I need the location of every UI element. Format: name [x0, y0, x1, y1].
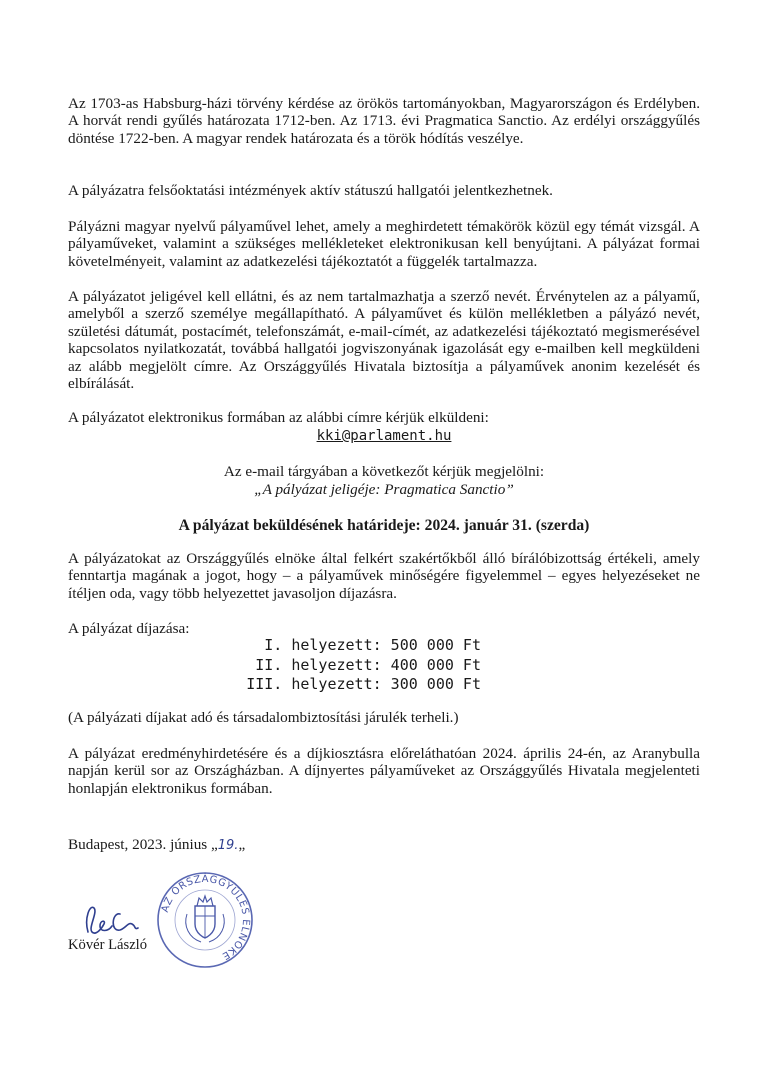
deadline-heading: A pályázat beküldésének határideje: 2024. január 31. (szerda)	[178, 517, 590, 534]
prize-third: III. helyezett: 300 000 Ft	[246, 675, 481, 693]
subject-line: „A pályázat jeligéje: Pragmatica Sanctio”	[254, 481, 514, 498]
signer-name: Kövér László	[68, 937, 148, 953]
date-prefix: Budapest, 2023. június „	[68, 836, 218, 853]
eligibility-paragraph: A pályázatra felsőoktatási intézmények aktív státuszú hallgatói jelentkezhetnek.	[68, 182, 553, 199]
date-suffix: „	[238, 836, 246, 853]
announcement-paragraph: A pályázat eredményhirdetésére és a díjkiosztásra előreláthatóan 2024. április 24-én, az Aranybulla napján kerül sor az Országházban. A díjnyertes pályaműveket az Országgyűlés Hivatala megjelenteti honlapján elektronikus formában.	[68, 745, 700, 797]
subject-intro: Az e-mail tárgyában a következőt kérjük megjelölni:	[223, 463, 545, 480]
tax-note: (A pályázati díjakat adó és társadalombiztosítási járulék terheli.)	[68, 709, 459, 726]
prize-second: II. helyezett: 400 000 Ft	[255, 655, 481, 674]
date-day-handwritten: 19.	[217, 838, 239, 853]
prize-first: I. helyezett: 500 000 Ft	[264, 636, 481, 654]
official-seal-image	[155, 870, 255, 970]
signature-image	[80, 898, 140, 940]
submission-intro: A pályázatot elektronikus formában az alábbi címre kérjük elküldeni:	[68, 409, 489, 426]
prize-list	[0, 636, 764, 695]
submission-email-link[interactable]: kki@parlament.hu	[316, 428, 452, 444]
prize-intro: A pályázat díjazása:	[68, 620, 190, 637]
rules-paragraph: Pályázni magyar nyelvű pályaművel lehet, amely a meghirdetett témakörök közül egy témát vizsgál. A pályaműveket, valamint a szükséges mellékleteket elektronikusan kell benyújtani. A pályázat formai követelményeit, valamint az adatkezelési tájékoztatót a függelék tartalmazza.	[68, 218, 700, 270]
place-date	[68, 836, 700, 854]
intro-paragraph: Az 1703-as Habsburg-házi törvény kérdése az örökös tartományokban, Magyarországon és Erdélyben. A horvát rendi gyűlés határozata 1712-ben. Az 1713. évi Pragmatica Sanctio. Az erdélyi országgyűlés döntése 1722-ben. A magyar rendek határozata és a török hódítás veszélye.	[68, 95, 700, 147]
seal-text: AZ ORSZÁGGYŰLÉS ELNÖKE	[159, 873, 252, 962]
anonymity-paragraph: A pályázatot jeligével kell ellátni, és az nem tartalmazhatja a szerző nevét. Érvénytelen az a pályamű, amelyből a szerző személye megállapítható. A pályaművet és külön mellékletben a pályázó nevét, születési dátumát, postacímét, telefonszámát, e-mail-címét, az adatkezelési tájékoztató megismerésével kapcsolatos nyilatkozatát, továbbá hallgatói jogviszonyának igazolását egy e-mailben kell megküldeni az alább megjelölt címre. Az Országgyűlés Hivatala biztosítja a pályaművek anonim kezelését és elbírálását.	[68, 288, 700, 393]
evaluation-paragraph: A pályázatokat az Országgyűlés elnöke által felkért szakértőkből álló bírálóbizottság értékeli, amely fenntartja magának a jogot, hogy – a pályaművek minőségére figyelemmel – egyes helyezéseket ne ítéljen oda, vagy több helyezettet javasoljon díjazásra.	[68, 550, 700, 602]
